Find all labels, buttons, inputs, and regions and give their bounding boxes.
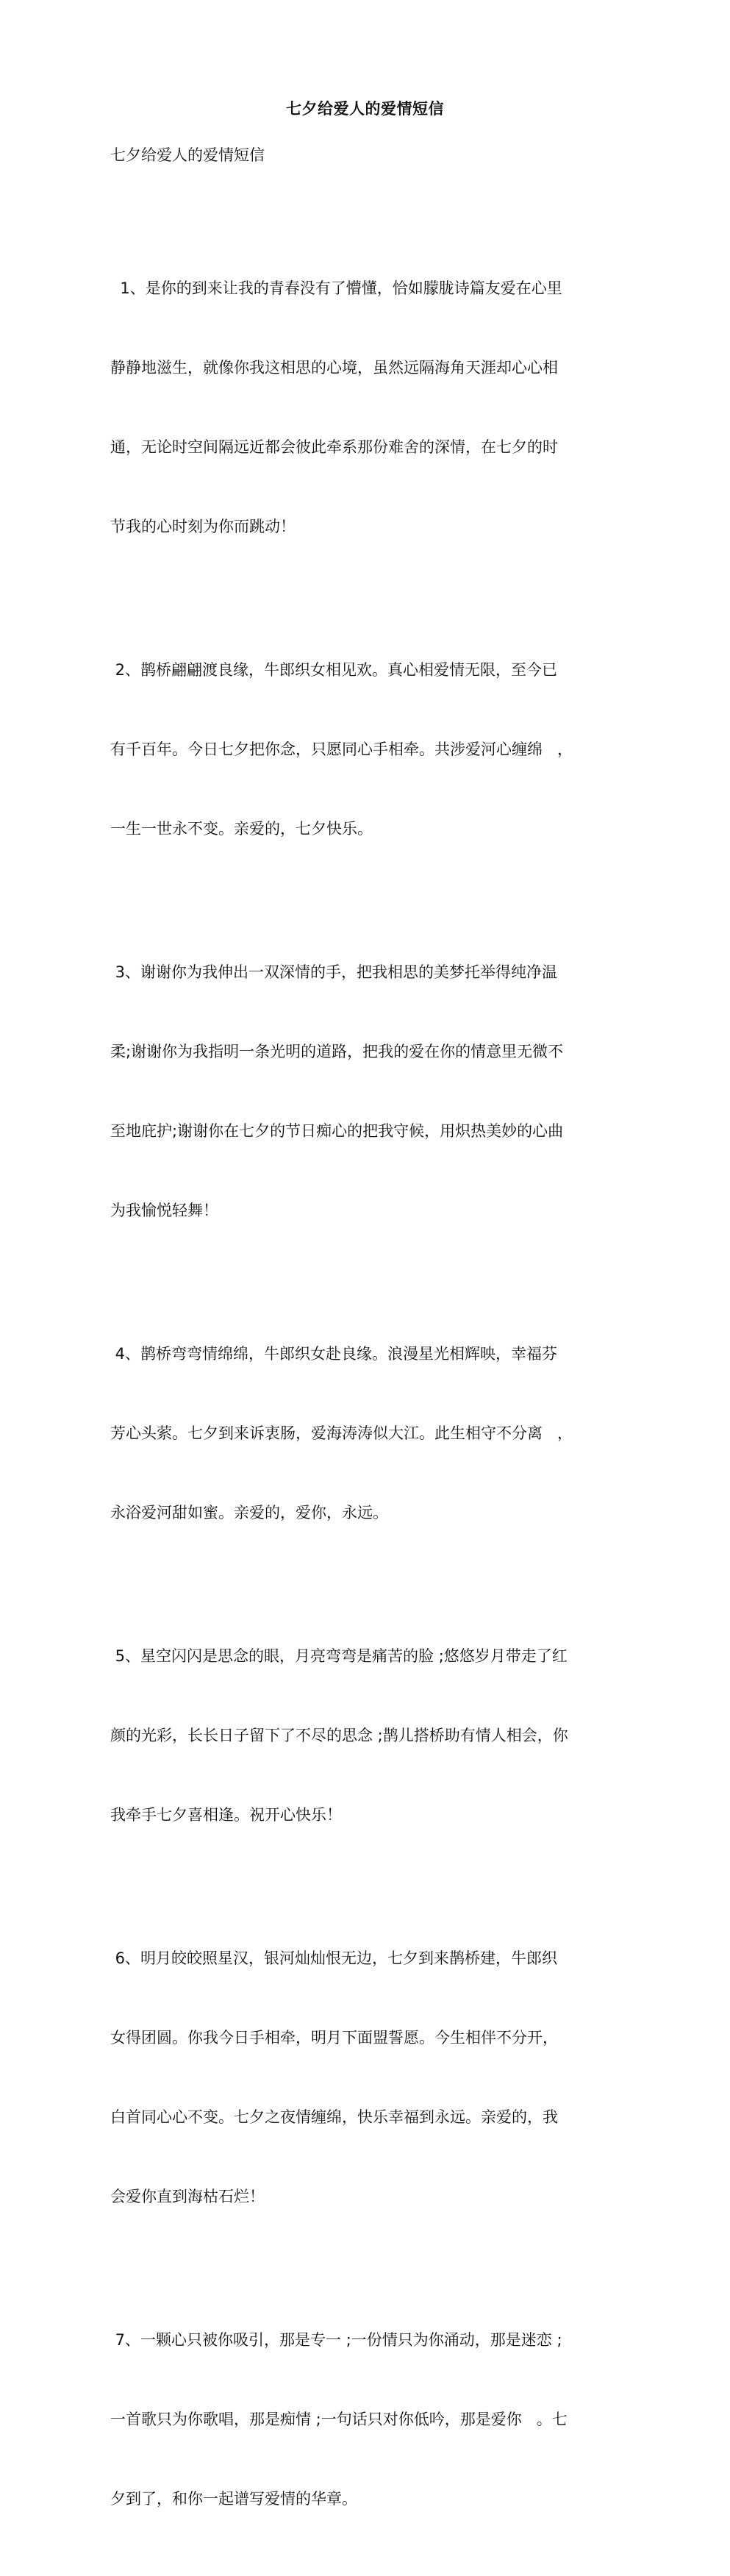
paragraph-line: 女得团圆。你我今日手相牵，明月下面盟誓愿。今生相伴不分开， xyxy=(110,2029,558,2047)
paragraph-line: 永浴爱河甜如蜜。亲爱的，爱你，永远。 xyxy=(110,1504,388,1521)
paragraph-line: 有千百年。今日七夕把你念，只愿同心手相牵。共涉爱河心缠绵 ， xyxy=(110,741,573,758)
paragraph-3 xyxy=(110,906,618,1277)
paragraph-line: 1、是你的到来让我的青春没有了懵懂，恰如朦胧诗篇友爱在心里 xyxy=(110,279,562,297)
paragraph-line: 至地庇护;谢谢你在七夕的节日痴心的把我守候，用炽热美妙的心曲 xyxy=(110,1122,564,1140)
paragraph-7 xyxy=(110,2274,618,2565)
paragraph-line: 夕到了，和你一起谱写爱情的华章。 xyxy=(110,2490,357,2508)
paragraph-line: 一首歌只为你歌唱，那是痴情 ;一句话只对你低吟，那是爱你 。七 xyxy=(110,2411,568,2428)
paragraph-line: 我牵手七夕喜相逢。祝开心快乐！ xyxy=(110,1806,342,1824)
paragraph-line: 为我愉悦轻舞！ xyxy=(110,1202,218,1219)
paragraph-line: 2、鹊桥翩翩渡良缘，牛郎织女相见欢。真心相爱情无限，至今已 xyxy=(110,661,558,679)
paragraph-line: 静静地滋生，就像你我这相思的心境，虽然远隔海角天涯却心心相 xyxy=(110,359,558,377)
document-subtitle: 七夕给爱人的爱情短信 xyxy=(110,146,265,164)
document-title: 七夕给爱人的爱情短信 xyxy=(286,100,444,118)
paragraph-line: 7、一颗心只被你吸引，那是专一 ;一份情只为你涌动，那是迷恋 ; xyxy=(110,2331,562,2349)
paragraph-2 xyxy=(110,604,618,895)
paragraph-6 xyxy=(110,1892,618,2263)
paragraph-line: 3、谢谢你为我伸出一双深情的手，把我相思的美梦托举得纯净温 xyxy=(110,963,558,981)
paragraph-line: 6、明月皎皎照星汉，银河灿灿恨无边，七夕到来鹊桥建，牛郎织 xyxy=(110,1949,558,1967)
paragraph-line: 通，无论时空间隔远近都会彼此牵系那份难舍的深情，在七夕的时 xyxy=(110,438,558,456)
paragraph-line: 节我的心时刻为你而跳动！ xyxy=(110,518,296,535)
paragraph-line: 白首同心心不变。七夕之夜情缠绵，快乐幸福到永远。亲爱的，我 xyxy=(110,2108,558,2126)
paragraph-line: 柔;谢谢你为我指明一条光明的道路，把我的爱在你的情意里无微不 xyxy=(110,1043,564,1060)
paragraph-4 xyxy=(110,1288,618,1579)
paragraph-line: 一生一世永不变。亲爱的，七夕快乐。 xyxy=(110,820,373,838)
paragraph-line: 5、星空闪闪是思念的眼，月亮弯弯是痛苦的脸 ;悠悠岁月带走了红 xyxy=(110,1647,568,1665)
paragraph-line: 芳心头萦。七夕到来诉衷肠，爱海涛涛似大江。此生相守不分离 ， xyxy=(110,1424,573,1442)
paragraph-1 xyxy=(110,222,618,593)
paragraph-line: 颜的光彩，长长日子留下了不尽的思念 ;鹊儿搭桥助有情人相会，你 xyxy=(110,1727,568,1744)
paragraph-list xyxy=(110,222,618,2576)
paragraph-line: 会爱你直到海枯石烂！ xyxy=(110,2188,265,2205)
paragraph-5 xyxy=(110,1590,618,1881)
paragraph-line: 4、鹊桥弯弯情绵绵，牛郎织女赴良缘。浪漫星光相辉映，幸福芬 xyxy=(110,1345,558,1363)
